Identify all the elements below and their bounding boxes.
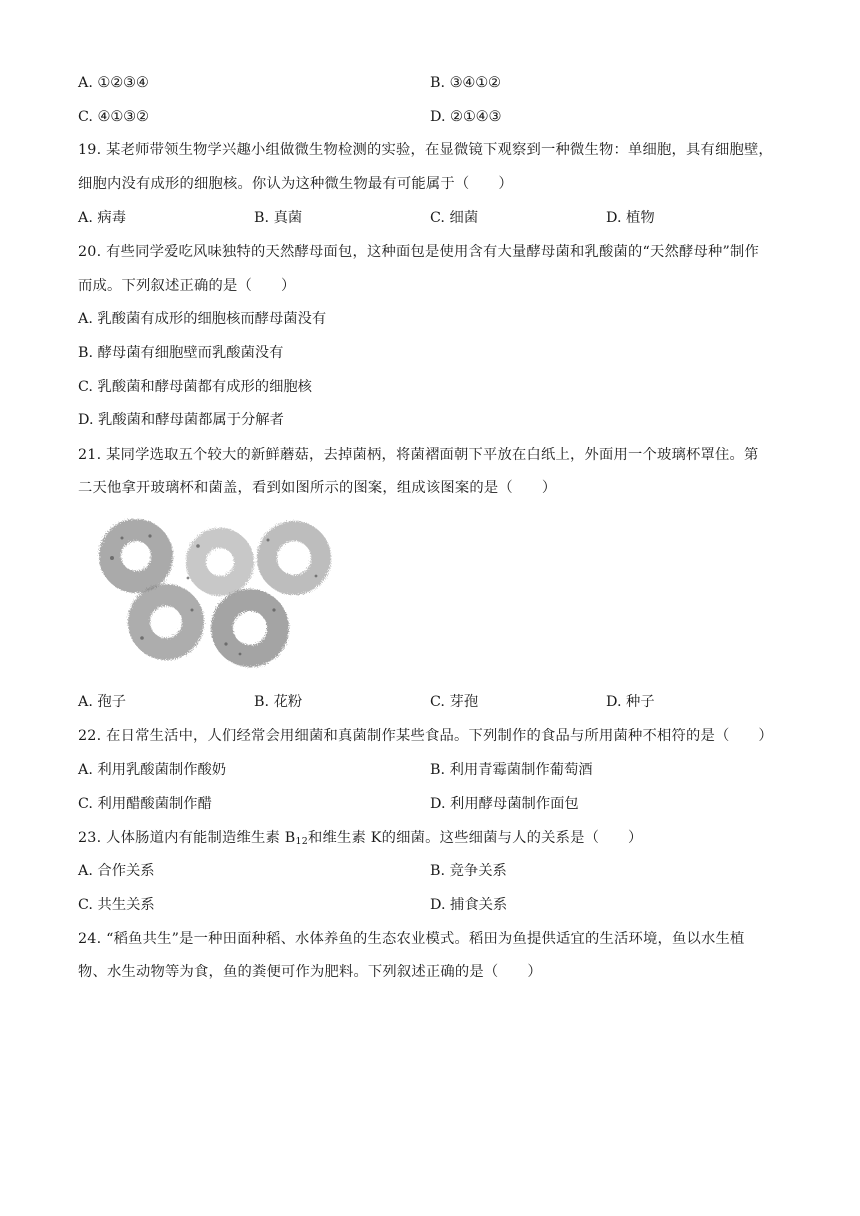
q24-stem-line1: 24. “稻鱼共生”是一种田面种稻、水体养鱼的生态农业模式。稻田为鱼提供适宜的生活环境，鱼以水生植 xyxy=(78,931,745,947)
q22-stem-line1: 22. 在日常生活中，人们经常会用细菌和真菌制作某些食品。下列制作的食品与所用菌种不相符的是（ ） xyxy=(78,728,773,744)
q23-option-b: B. 竞争关系 xyxy=(430,863,507,879)
q23-stem-post: 和维生素 K的细菌。这些细菌与人的关系是（ ） xyxy=(308,830,643,846)
spore-print-ring xyxy=(196,538,244,586)
q19-stem-line2: 细胞内没有成形的细胞核。你认为这种微生物最有可能属于（ ） xyxy=(78,176,513,192)
q21-option-c: C. 芽孢 xyxy=(430,694,479,710)
spore-print-ring xyxy=(139,595,193,649)
q22-option-a: A. 利用乳酸菌制作酸奶 xyxy=(78,762,227,778)
q19-option-c: C. 细菌 xyxy=(430,210,479,226)
spore-print-ring xyxy=(267,531,321,585)
spore-print-figure xyxy=(92,518,344,674)
q23-stem-pre: 23. 人体肠道内有能制造维生素 B xyxy=(78,830,296,846)
q21-option-d: D. 种子 xyxy=(606,694,655,710)
q22-option-b: B. 利用青霉菌制作葡萄酒 xyxy=(430,762,593,778)
q23-stem-subscript: 12 xyxy=(295,836,308,847)
q19-option-d: D. 植物 xyxy=(606,210,655,226)
q18-option-b: B. ③④①② xyxy=(430,75,501,91)
q20-option-b: B. 酵母菌有细胞壁而乳酸菌没有 xyxy=(78,345,284,361)
q23-option-d: D. 捕食关系 xyxy=(430,897,508,913)
q24-stem-line2: 物、水生动物等为食，鱼的粪便可作为肥料。下列叙述正确的是（ ） xyxy=(78,964,542,980)
q21-stem-line2: 二天他拿开玻璃杯和菌盖，看到如图所示的图案，组成该图案的是（ ） xyxy=(78,480,557,496)
q22-option-c: C. 利用醋酸菌制作醋 xyxy=(78,796,212,812)
q20-option-d: D. 乳酸菌和酵母菌都属于分解者 xyxy=(78,412,284,428)
spore-print-ring xyxy=(110,530,162,582)
spore-print-ring xyxy=(222,600,278,656)
q18-option-d: D. ②①④③ xyxy=(430,109,502,125)
q23-option-c: C. 共生关系 xyxy=(78,897,155,913)
q20-stem-line2: 而成。下列叙述正确的是（ ） xyxy=(78,278,296,294)
q21-stem-line1: 21. 某同学选取五个较大的新鲜蘑菇，去掉菌柄，将菌褶面朝下平放在白纸上，外面用一个玻璃杯罩住。第 xyxy=(78,447,759,463)
q18-option-c: C. ④①③② xyxy=(78,109,149,125)
q19-stem-line1: 19. 某老师带领生物学兴趣小组做微生物检测的实验，在显微镜下观察到一种微生物：单细胞，具有细胞壁， xyxy=(78,142,773,158)
q22-option-d: D. 利用酵母菌制作面包 xyxy=(430,796,579,812)
q20-stem-line1: 20. 有些同学爱吃风味独特的天然酵母面包，这种面包是使用含有大量酵母菌和乳酸菌的“天然酵母种”制作 xyxy=(78,244,759,260)
q19-option-b: B. 真菌 xyxy=(254,210,303,226)
q20-option-a: A. 乳酸菌有成形的细胞核而酵母菌没有 xyxy=(78,311,327,327)
q23-option-a: A. 合作关系 xyxy=(78,863,155,879)
q21-option-a: A. 孢子 xyxy=(78,694,127,710)
q18-option-a: A. ①②③④ xyxy=(78,75,149,91)
q23-stem xyxy=(78,828,643,848)
q20-option-c: C. 乳酸菌和酵母菌都有成形的细胞核 xyxy=(78,379,312,395)
q21-option-b: B. 花粉 xyxy=(254,694,303,710)
q19-option-a: A. 病毒 xyxy=(78,210,127,226)
